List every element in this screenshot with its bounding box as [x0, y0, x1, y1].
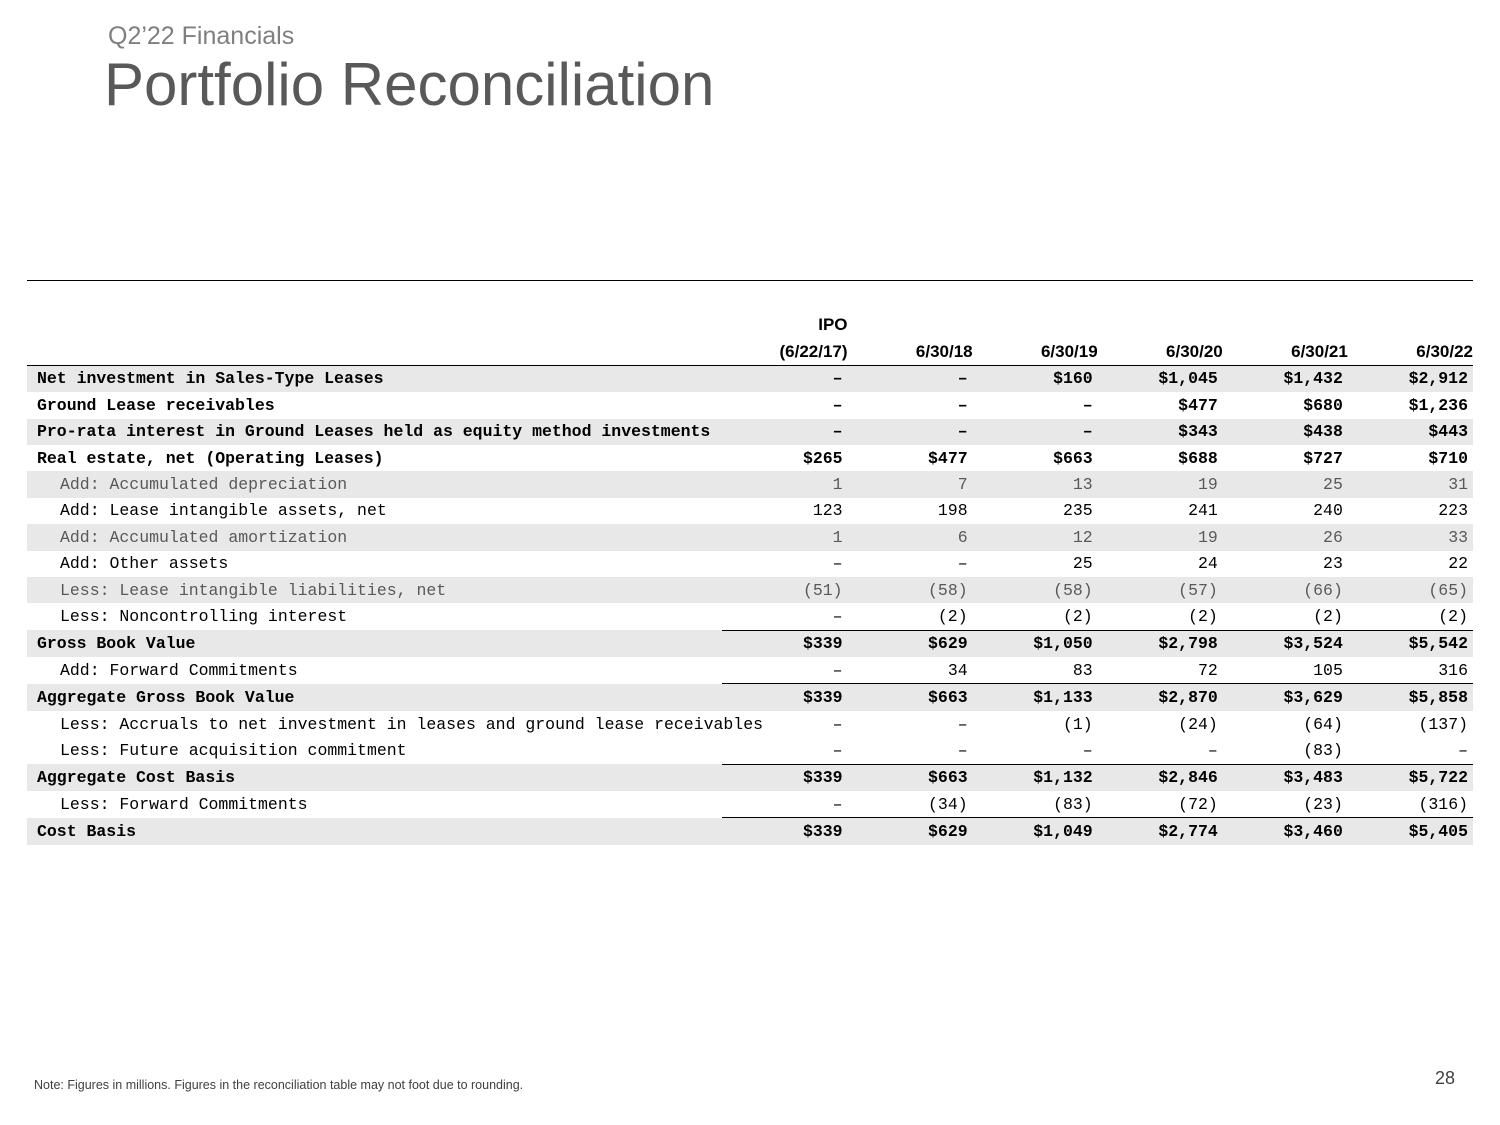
cell-value: $688	[1178, 448, 1218, 468]
table-row-total	[27, 818, 1473, 845]
cell-value: $339	[722, 684, 847, 711]
cell-value: $3,460	[1223, 818, 1348, 845]
cell-value: 33	[1348, 524, 1473, 550]
table-row	[27, 392, 1473, 418]
table-row	[27, 711, 1473, 737]
cell-value: –	[1082, 395, 1093, 415]
cell-value: $680	[1303, 395, 1343, 415]
row-label: Pro-rata interest in Ground Leases held as equity method investments	[27, 419, 722, 445]
column-header: 6/30/19	[973, 338, 1098, 365]
table-row	[27, 524, 1473, 550]
row-label: Gross Book Value	[27, 630, 722, 657]
cell-value: $339	[722, 818, 847, 845]
cell-value: 25	[1072, 554, 1093, 574]
row-label: Add: Forward Commitments	[60, 661, 298, 681]
table-header-row-top	[27, 312, 1473, 338]
table-row	[27, 365, 1473, 392]
table-row-subtotal	[27, 630, 1473, 657]
column-header-top	[973, 312, 1098, 338]
cell-value: –	[957, 395, 968, 415]
cell-value: $629	[848, 630, 973, 657]
cell-value: $343	[1098, 419, 1223, 445]
row-label: Ground Lease receivables	[37, 395, 275, 415]
table-row	[27, 445, 1473, 471]
cell-value: –	[1207, 740, 1218, 760]
cell-value: (83)	[1303, 740, 1343, 760]
column-header: 6/30/22	[1348, 338, 1473, 365]
row-label: Real estate, net (Operating Leases)	[37, 448, 384, 468]
cell-value: $1,049	[973, 818, 1098, 845]
cell-value: –	[957, 714, 968, 734]
cell-value: (83)	[1053, 794, 1093, 814]
cell-value: (51)	[722, 577, 847, 603]
row-label: Add: Other assets	[60, 554, 229, 574]
cell-value: (34)	[928, 794, 968, 814]
cell-value: $663	[848, 764, 973, 791]
cell-value: $265	[802, 448, 843, 468]
cell-value: 1	[722, 524, 847, 550]
cell-value: $339	[722, 764, 847, 791]
table-row	[27, 498, 1473, 524]
cell-value: $1,045	[1098, 365, 1223, 392]
row-label: Less: Future acquisition commitment	[60, 741, 407, 761]
cell-value: $2,912	[1348, 365, 1473, 392]
cell-value: 25	[1223, 471, 1348, 497]
cell-value: –	[832, 740, 843, 760]
cell-value: 105	[1313, 660, 1343, 680]
cell-value: –	[722, 419, 847, 445]
cell-value: $443	[1348, 419, 1473, 445]
cell-value: 223	[1438, 501, 1468, 521]
row-label: Add: Accumulated depreciation	[27, 471, 722, 497]
column-header: (6/22/17)	[722, 338, 847, 365]
section-subtitle: Q2’22 Financials	[108, 22, 295, 50]
cell-value: $663	[1053, 448, 1093, 468]
cell-value: –	[973, 419, 1098, 445]
cell-value: $5,722	[1348, 764, 1473, 791]
cell-value: 13	[973, 471, 1098, 497]
cell-value: –	[832, 606, 843, 626]
cell-value: $1,236	[1408, 395, 1468, 415]
page-title: Portfolio Reconciliation	[104, 51, 715, 118]
cell-value: (316)	[1418, 794, 1468, 814]
cell-value: $629	[848, 818, 973, 845]
column-header-top	[1223, 312, 1348, 338]
table-row-subtotal	[27, 764, 1473, 791]
cell-value: –	[957, 554, 968, 574]
cell-value: 235	[1062, 501, 1093, 521]
row-label: Less: Forward Commitments	[60, 794, 308, 814]
cell-value: 26	[1223, 524, 1348, 550]
cell-value: $2,798	[1098, 630, 1223, 657]
cell-value: $1,132	[973, 764, 1098, 791]
cell-value: $339	[722, 630, 847, 657]
cell-value: –	[722, 365, 847, 392]
cell-value: –	[957, 740, 968, 760]
cell-value: $160	[973, 365, 1098, 392]
row-label: Less: Lease intangible liabilities, net	[27, 577, 722, 603]
table-header-row	[27, 338, 1473, 365]
cell-value: (2)	[937, 606, 968, 626]
cell-value: –	[1458, 740, 1468, 760]
table-row	[27, 603, 1473, 630]
table-row	[27, 551, 1473, 577]
cell-value: –	[832, 554, 843, 574]
cell-value: $3,524	[1223, 630, 1348, 657]
table-row	[27, 471, 1473, 497]
table-row	[27, 657, 1473, 684]
cell-value: $663	[848, 684, 973, 711]
cell-value: 22	[1448, 554, 1468, 574]
column-header: 6/30/21	[1223, 338, 1348, 365]
table-row	[27, 419, 1473, 445]
cell-value: $1,133	[973, 684, 1098, 711]
cell-value: (57)	[1098, 577, 1223, 603]
cell-value: 72	[1197, 660, 1218, 680]
cell-value: (2)	[1062, 606, 1093, 626]
column-header-top	[848, 312, 973, 338]
cell-value: –	[848, 365, 973, 392]
cell-value: (58)	[973, 577, 1098, 603]
cell-value: (137)	[1418, 714, 1468, 734]
cell-value: (2)	[1188, 606, 1218, 626]
cell-value: $1,050	[973, 630, 1098, 657]
page-number: 28	[1434, 1068, 1455, 1088]
row-label: Aggregate Cost Basis	[27, 764, 722, 791]
cell-value: (1)	[1062, 714, 1093, 734]
column-header-top: IPO	[818, 315, 848, 335]
cell-value: 316	[1438, 660, 1468, 680]
cell-value: 23	[1323, 554, 1343, 574]
cell-value: 6	[848, 524, 973, 550]
row-label: Aggregate Gross Book Value	[27, 684, 722, 711]
cell-value: –	[832, 714, 843, 734]
cell-value: $5,405	[1348, 818, 1473, 845]
cell-value: $5,542	[1348, 630, 1473, 657]
cell-value: $3,629	[1223, 684, 1348, 711]
cell-value: (72)	[1178, 794, 1218, 814]
cell-value: 240	[1313, 501, 1343, 521]
cell-value: –	[832, 660, 843, 680]
cell-value: (58)	[848, 577, 973, 603]
cell-value: –	[1082, 740, 1093, 760]
cell-value: (2)	[1438, 606, 1468, 626]
cell-value: 198	[937, 501, 968, 521]
row-label: Less: Noncontrolling interest	[60, 607, 348, 627]
cell-value: 83	[1072, 660, 1093, 680]
cell-value: (65)	[1348, 577, 1473, 603]
row-label: Add: Accumulated amortization	[27, 524, 722, 550]
cell-value: $710	[1428, 448, 1468, 468]
cell-value: 19	[1098, 524, 1223, 550]
cell-value: –	[832, 395, 843, 415]
row-label: Cost Basis	[27, 818, 722, 845]
cell-value: 12	[973, 524, 1098, 550]
footnote: Note: Figures in millions. Figures in the reconciliation table may not foot due to rounding.	[34, 1078, 524, 1092]
cell-value: $5,858	[1348, 684, 1473, 711]
row-label: Less: Accruals to net investment in leases and ground lease receivables	[60, 714, 764, 734]
cell-value: –	[832, 794, 843, 814]
cell-value: $438	[1223, 419, 1348, 445]
cell-value: $727	[1303, 448, 1343, 468]
cell-value: 19	[1098, 471, 1223, 497]
cell-value: (23)	[1303, 794, 1343, 814]
reconciliation-table	[27, 312, 1473, 845]
column-header: 6/30/18	[848, 338, 973, 365]
cell-value: 31	[1348, 471, 1473, 497]
cell-value: 34	[947, 660, 968, 680]
cell-value: $1,432	[1223, 365, 1348, 392]
cell-value: 123	[812, 501, 843, 521]
cell-value: (66)	[1223, 577, 1348, 603]
table-row	[27, 577, 1473, 603]
cell-value: 241	[1188, 501, 1218, 521]
top-divider	[27, 280, 1473, 281]
column-header-top	[1348, 312, 1473, 338]
cell-value: $3,483	[1223, 764, 1348, 791]
cell-value: –	[848, 419, 973, 445]
cell-value: $2,846	[1098, 764, 1223, 791]
cell-value: 1	[722, 471, 847, 497]
column-header-top	[1098, 312, 1223, 338]
table-row	[27, 737, 1473, 764]
cell-value: $2,774	[1098, 818, 1223, 845]
row-label: Net investment in Sales-Type Leases	[27, 365, 722, 392]
table-row	[27, 791, 1473, 818]
cell-value: $477	[1178, 395, 1218, 415]
row-label: Add: Lease intangible assets, net	[60, 501, 387, 521]
cell-value: $2,870	[1098, 684, 1223, 711]
cell-value: 7	[848, 471, 973, 497]
table-row-subtotal	[27, 684, 1473, 711]
cell-value: $477	[928, 448, 968, 468]
cell-value: (24)	[1178, 714, 1218, 734]
column-header: 6/30/20	[1098, 338, 1223, 365]
cell-value: (2)	[1313, 606, 1343, 626]
cell-value: (64)	[1303, 714, 1343, 734]
cell-value: 24	[1197, 554, 1218, 574]
